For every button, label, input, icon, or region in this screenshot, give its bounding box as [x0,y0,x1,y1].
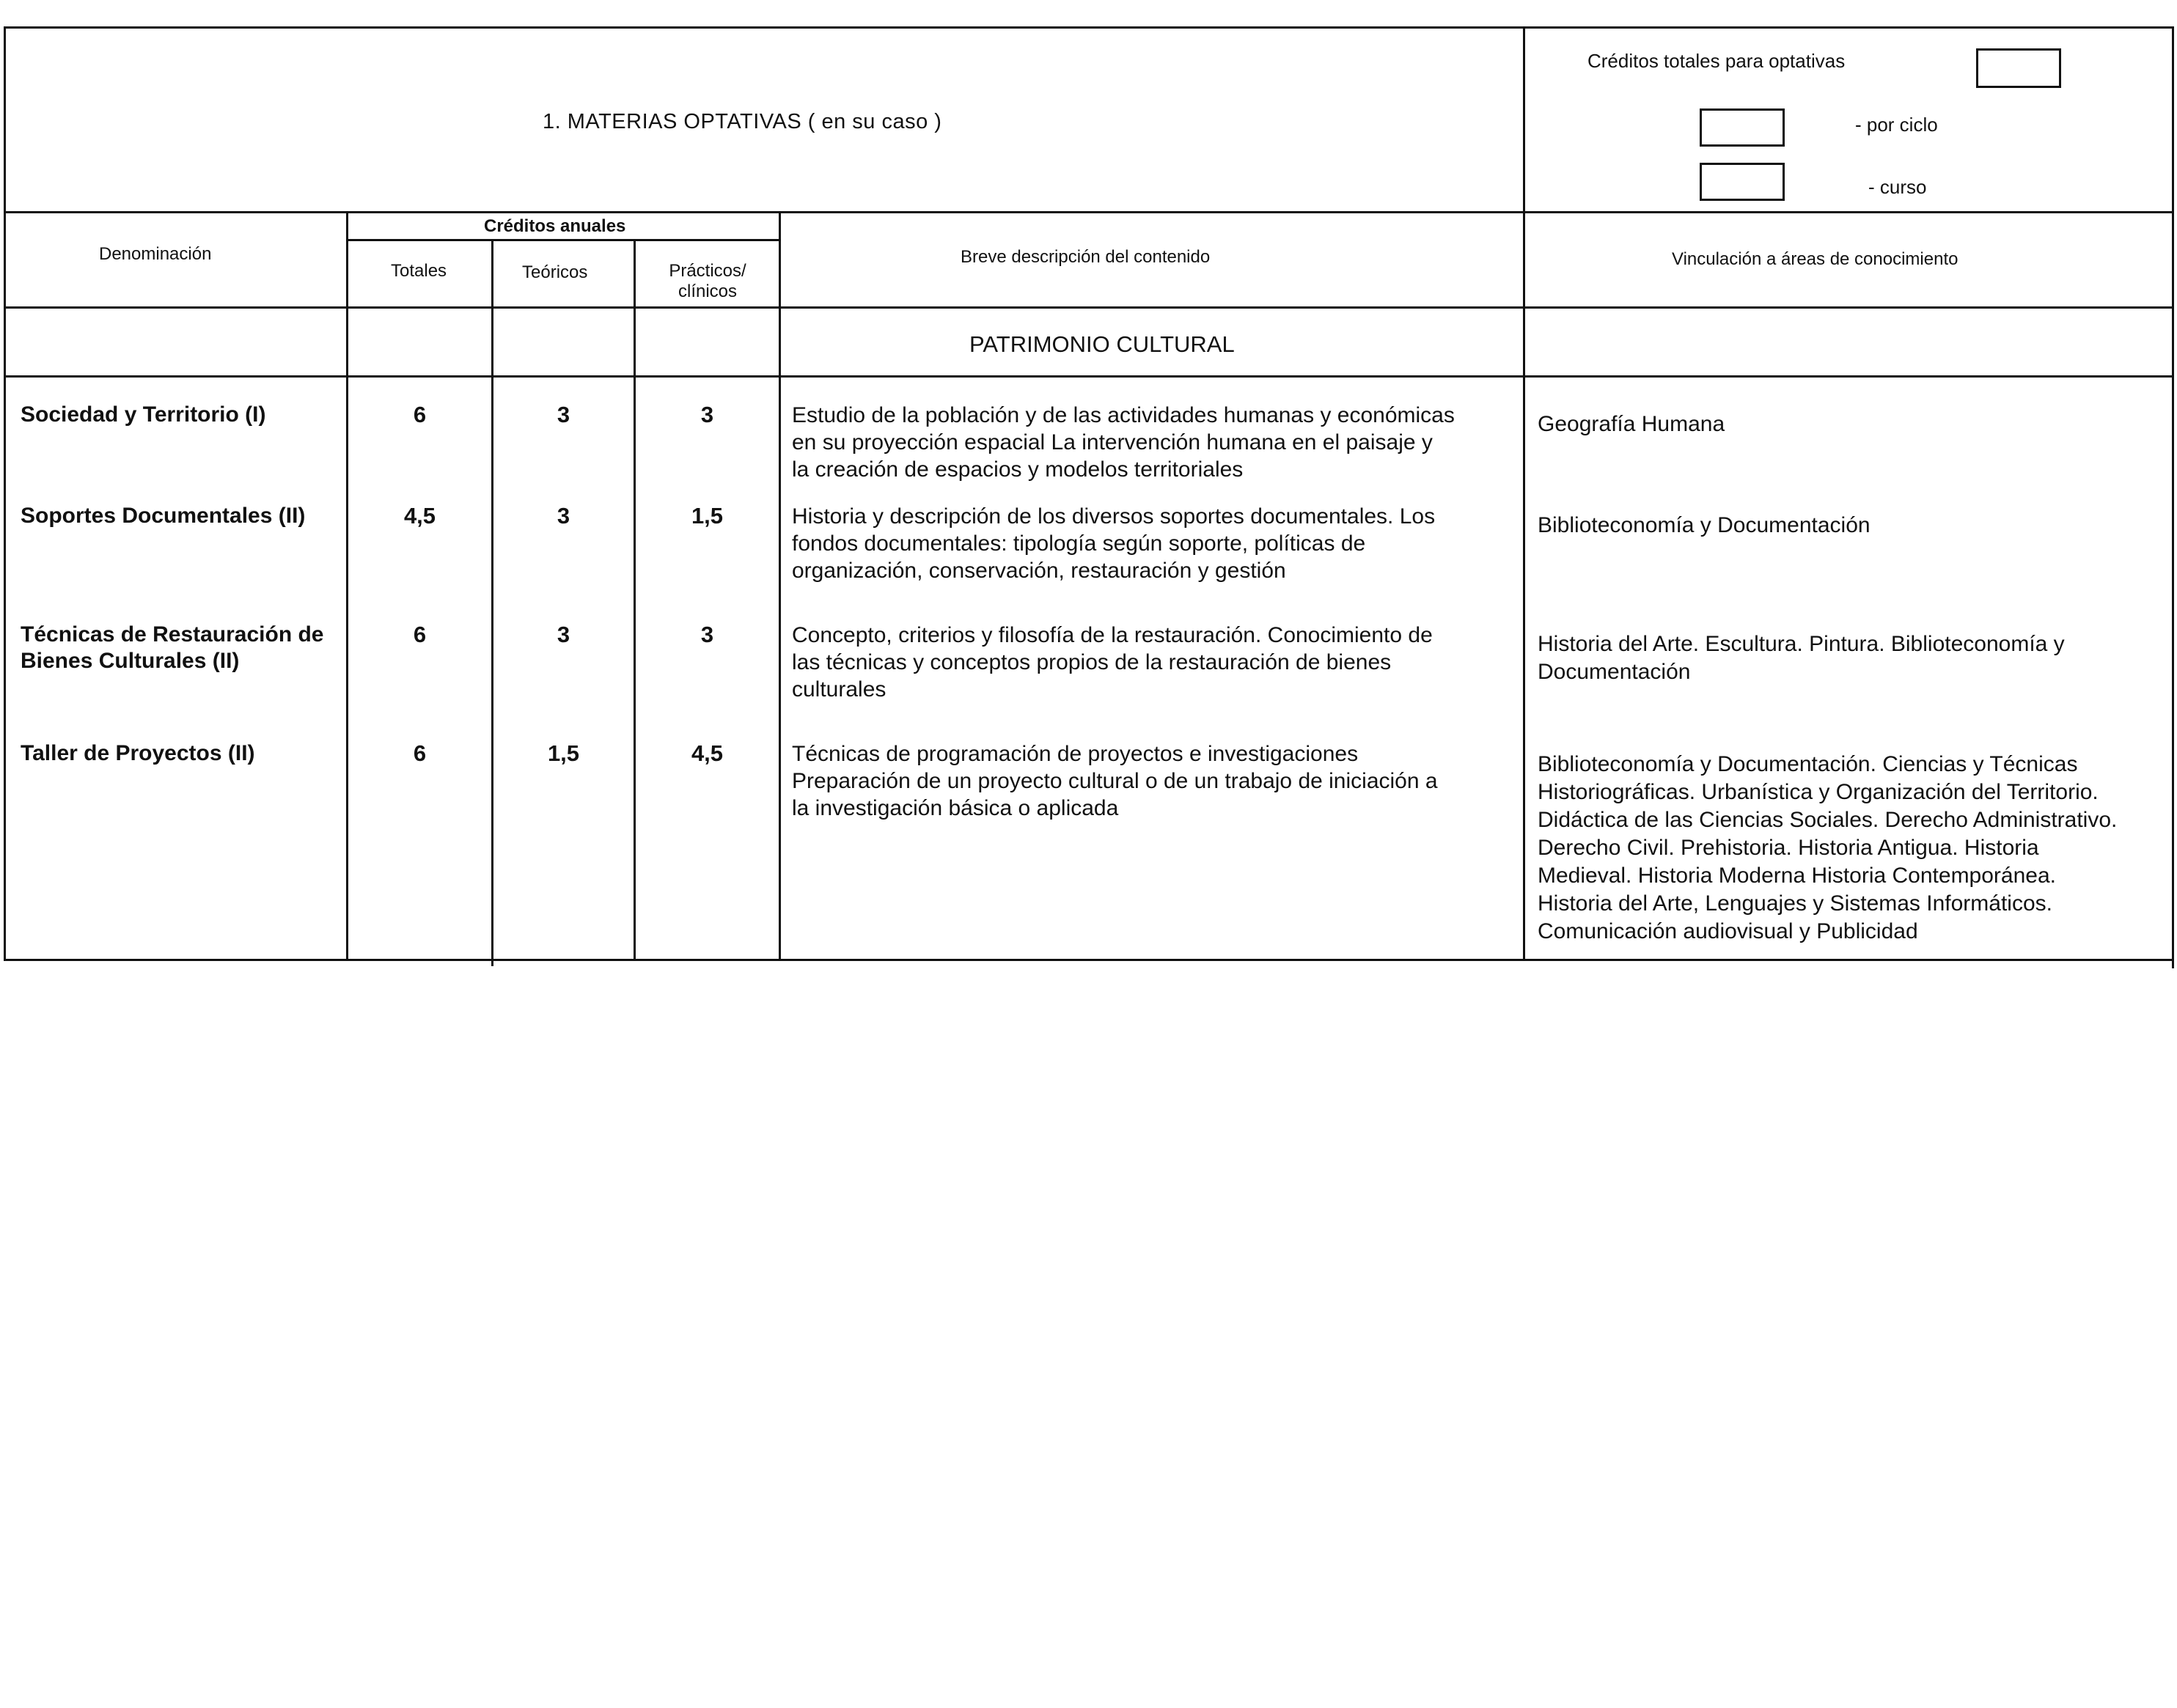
cell-area: Geografía Humana [1538,412,1725,436]
cell-area: Medieval. Historia Moderna Historia Contemporánea. [1538,864,2056,888]
cell-area: Biblioteconomía y Documentación [1538,513,1871,537]
section-title: PATRIMONIO CULTURAL [969,331,1235,357]
credits-per-course-box[interactable] [1700,163,1785,201]
page-title: 1. MATERIAS OPTATIVAS ( en su caso ) [543,110,942,133]
cell-practicos: 3 [700,402,714,427]
cell-practicos: 1,5 [691,503,724,529]
credits-total-box[interactable] [1976,48,2061,88]
credits-per-cycle-box[interactable] [1700,108,1785,147]
cell-description: culturales [792,677,886,702]
col-header-vinculacion: Vinculación a áreas de conocimiento [1672,249,1958,269]
cell-totales: 6 [413,622,427,647]
cell-description: la creación de espacios y modelos territoriales [792,457,1244,482]
col-header-denominacion: Denominación [99,244,212,264]
cell-description: Estudio de la población y de las actividades humanas y económicas [792,403,1455,427]
cell-totales: 6 [413,740,427,766]
cell-teoricos: 1,5 [547,740,580,766]
cell-area: Historia del Arte. Escultura. Pintura. Biblioteconomía y [1538,632,2065,656]
cell-teoricos: 3 [557,402,570,427]
col-header-teoricos: Teóricos [522,262,588,282]
row-name: Bienes Culturales (II) [21,649,240,673]
col-header-totales: Totales [391,261,447,281]
cell-area: Comunicación audiovisual y Publicidad [1538,919,1918,943]
cell-description: la investigación básica o aplicada [792,796,1119,820]
cell-description: en su proyección espacial La intervención humana en el paisaje y [792,430,1433,454]
row-name: Técnicas de Restauración de [21,622,324,647]
cell-totales: 6 [413,402,427,427]
cell-description: Historia y descripción de los diversos soportes documentales. Los [792,504,1436,529]
cell-description: Técnicas de programación de proyectos e investigaciones [792,742,1359,766]
per-course-label: - curso [1868,176,1927,198]
cell-teoricos: 3 [557,503,570,529]
cell-area: Historia del Arte, Lenguajes y Sistemas Informáticos. [1538,891,2052,916]
cell-area: Historiográficas. Urbanística y Organización del Territorio. [1538,780,2099,804]
cell-practicos: 3 [700,622,714,647]
cell-area: Derecho Civil. Prehistoria. Historia Antigua. Historia [1538,836,2039,860]
row-name: Soportes Documentales (II) [21,504,306,528]
cell-teoricos: 3 [557,622,570,647]
cell-area: Documentación [1538,660,1691,684]
cell-area: Biblioteconomía y Documentación. Ciencias y Técnicas [1538,752,2078,776]
cell-totales: 4,5 [403,503,436,529]
cell-description: Preparación de un proyecto cultural o de un trabajo de iniciación a [792,769,1438,793]
cell-description: Concepto, criterios y filosofía de la restauración. Conocimiento de [792,623,1433,647]
credits-total-label: Créditos totales para optativas [1587,50,1846,72]
col-header-creditos-anuales: Créditos anuales [484,216,626,236]
row-name: Taller de Proyectos (II) [21,741,255,765]
cell-area: Didáctica de las Ciencias Sociales. Derecho Administrativo. [1538,808,2118,832]
cell-practicos: 4,5 [691,740,724,766]
per-cycle-label: - por ciclo [1855,114,1938,136]
col-header-descripcion: Breve descripción del contenido [961,247,1211,267]
row-name: Sociedad y Territorio (I) [21,402,266,427]
cell-description: las técnicas y conceptos propios de la restauración de bienes [792,650,1392,674]
col-header-practicos: Prácticos/ clínicos [669,261,746,301]
cell-description: organización, conservación, restauración y gestión [792,559,1286,583]
cell-description: fondos documentales: tipología según soporte, políticas de [792,531,1366,556]
